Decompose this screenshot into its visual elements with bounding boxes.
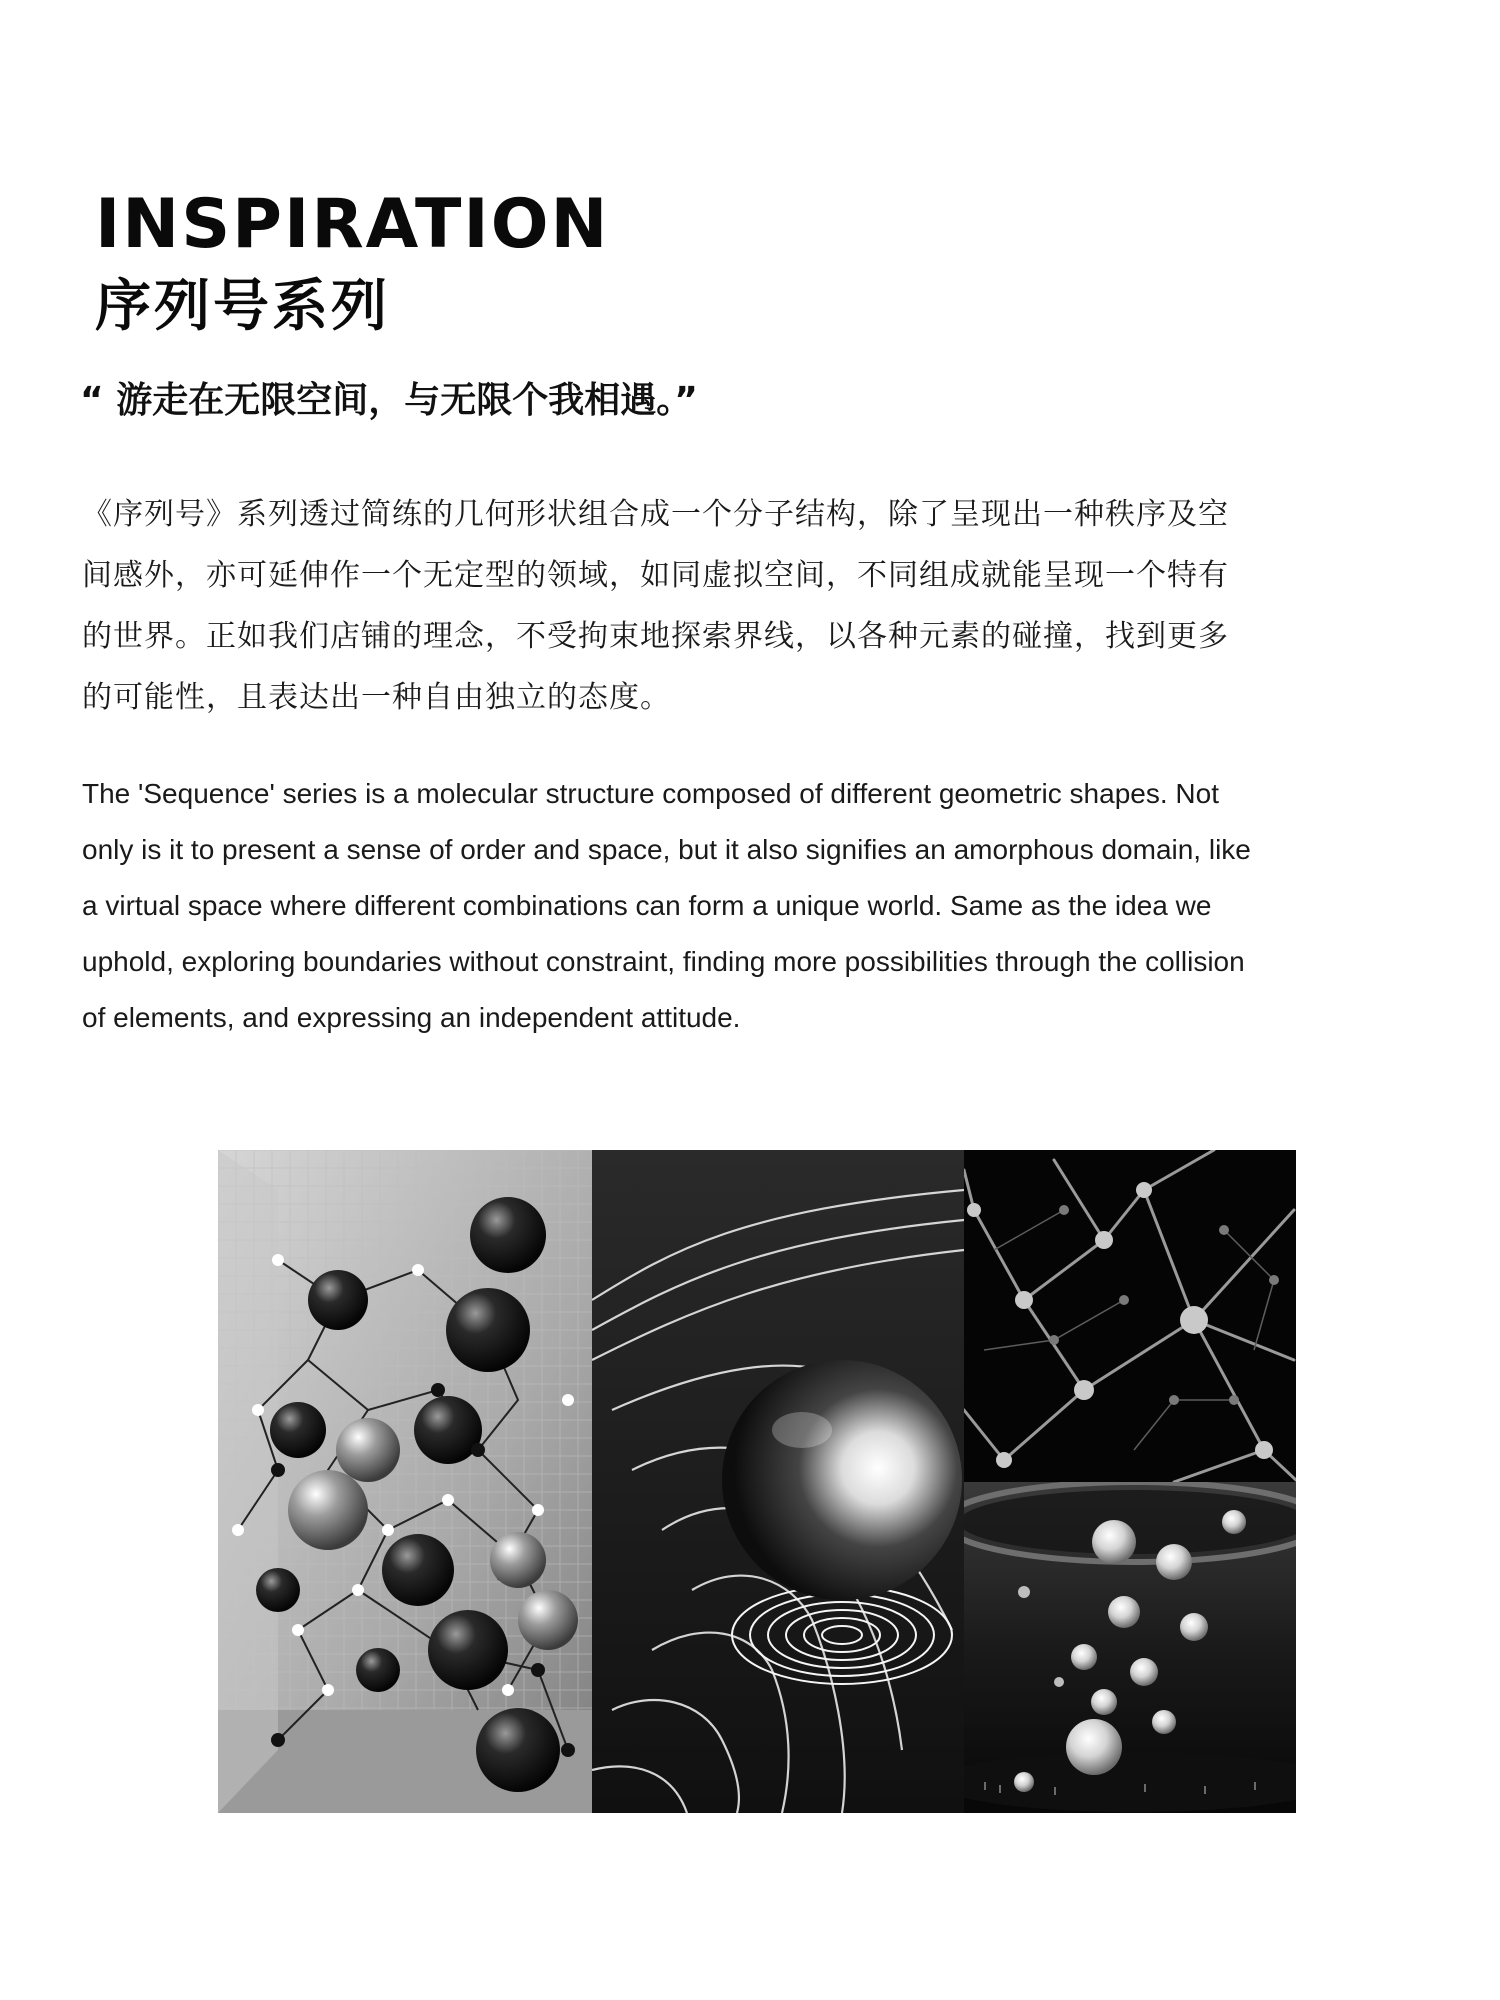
description-chinese-line: 间感外，亦可延伸作一个无定型的领域，如同虚拟空间，不同组成就能呈现一个特有 bbox=[82, 558, 1229, 593]
description-chinese-line: 的可能性，且表达出一种自由独立的态度。 bbox=[82, 680, 671, 715]
description-english-line: of elements, and expressing an independent attitude. bbox=[82, 1002, 741, 1033]
description-english-line: only is it to present a sense of order and space, but it also signifies an amorphous domain, like bbox=[82, 834, 1251, 865]
page-title-cn: 序列号系列 bbox=[95, 274, 390, 339]
description-chinese-line: 的世界。正如我们店铺的理念，不受拘束地探索界线，以各种元素的碰撞，找到更多 bbox=[82, 619, 1229, 654]
neural-network-image bbox=[964, 1150, 1296, 1482]
description-english bbox=[82, 766, 1482, 1046]
contour-lines-sphere-image bbox=[592, 1150, 964, 1813]
floating-spheres-hall-image bbox=[964, 1482, 1296, 1813]
page-title-en: INSPIRATION bbox=[95, 185, 610, 264]
description-english-line: The 'Sequence' series is a molecular structure composed of different geometric shapes. Not bbox=[82, 778, 1219, 809]
molecule-sculpture-image bbox=[218, 1150, 592, 1813]
description-chinese-line: 《序列号》系列透过简练的几何形状组合成一个分子结构，除了呈现出一种秩序及空 bbox=[82, 497, 1229, 532]
tagline-quote: “ 游走在无限空间，与无限个我相遇。” bbox=[80, 380, 698, 421]
description-english-line: a virtual space where different combinations can form a unique world. Same as the idea we bbox=[82, 890, 1212, 921]
description-english-line: uphold, exploring boundaries without constraint, finding more possibilities through the collision bbox=[82, 946, 1245, 977]
description-chinese bbox=[82, 484, 1422, 728]
inspiration-image-collage bbox=[218, 1150, 1296, 1813]
